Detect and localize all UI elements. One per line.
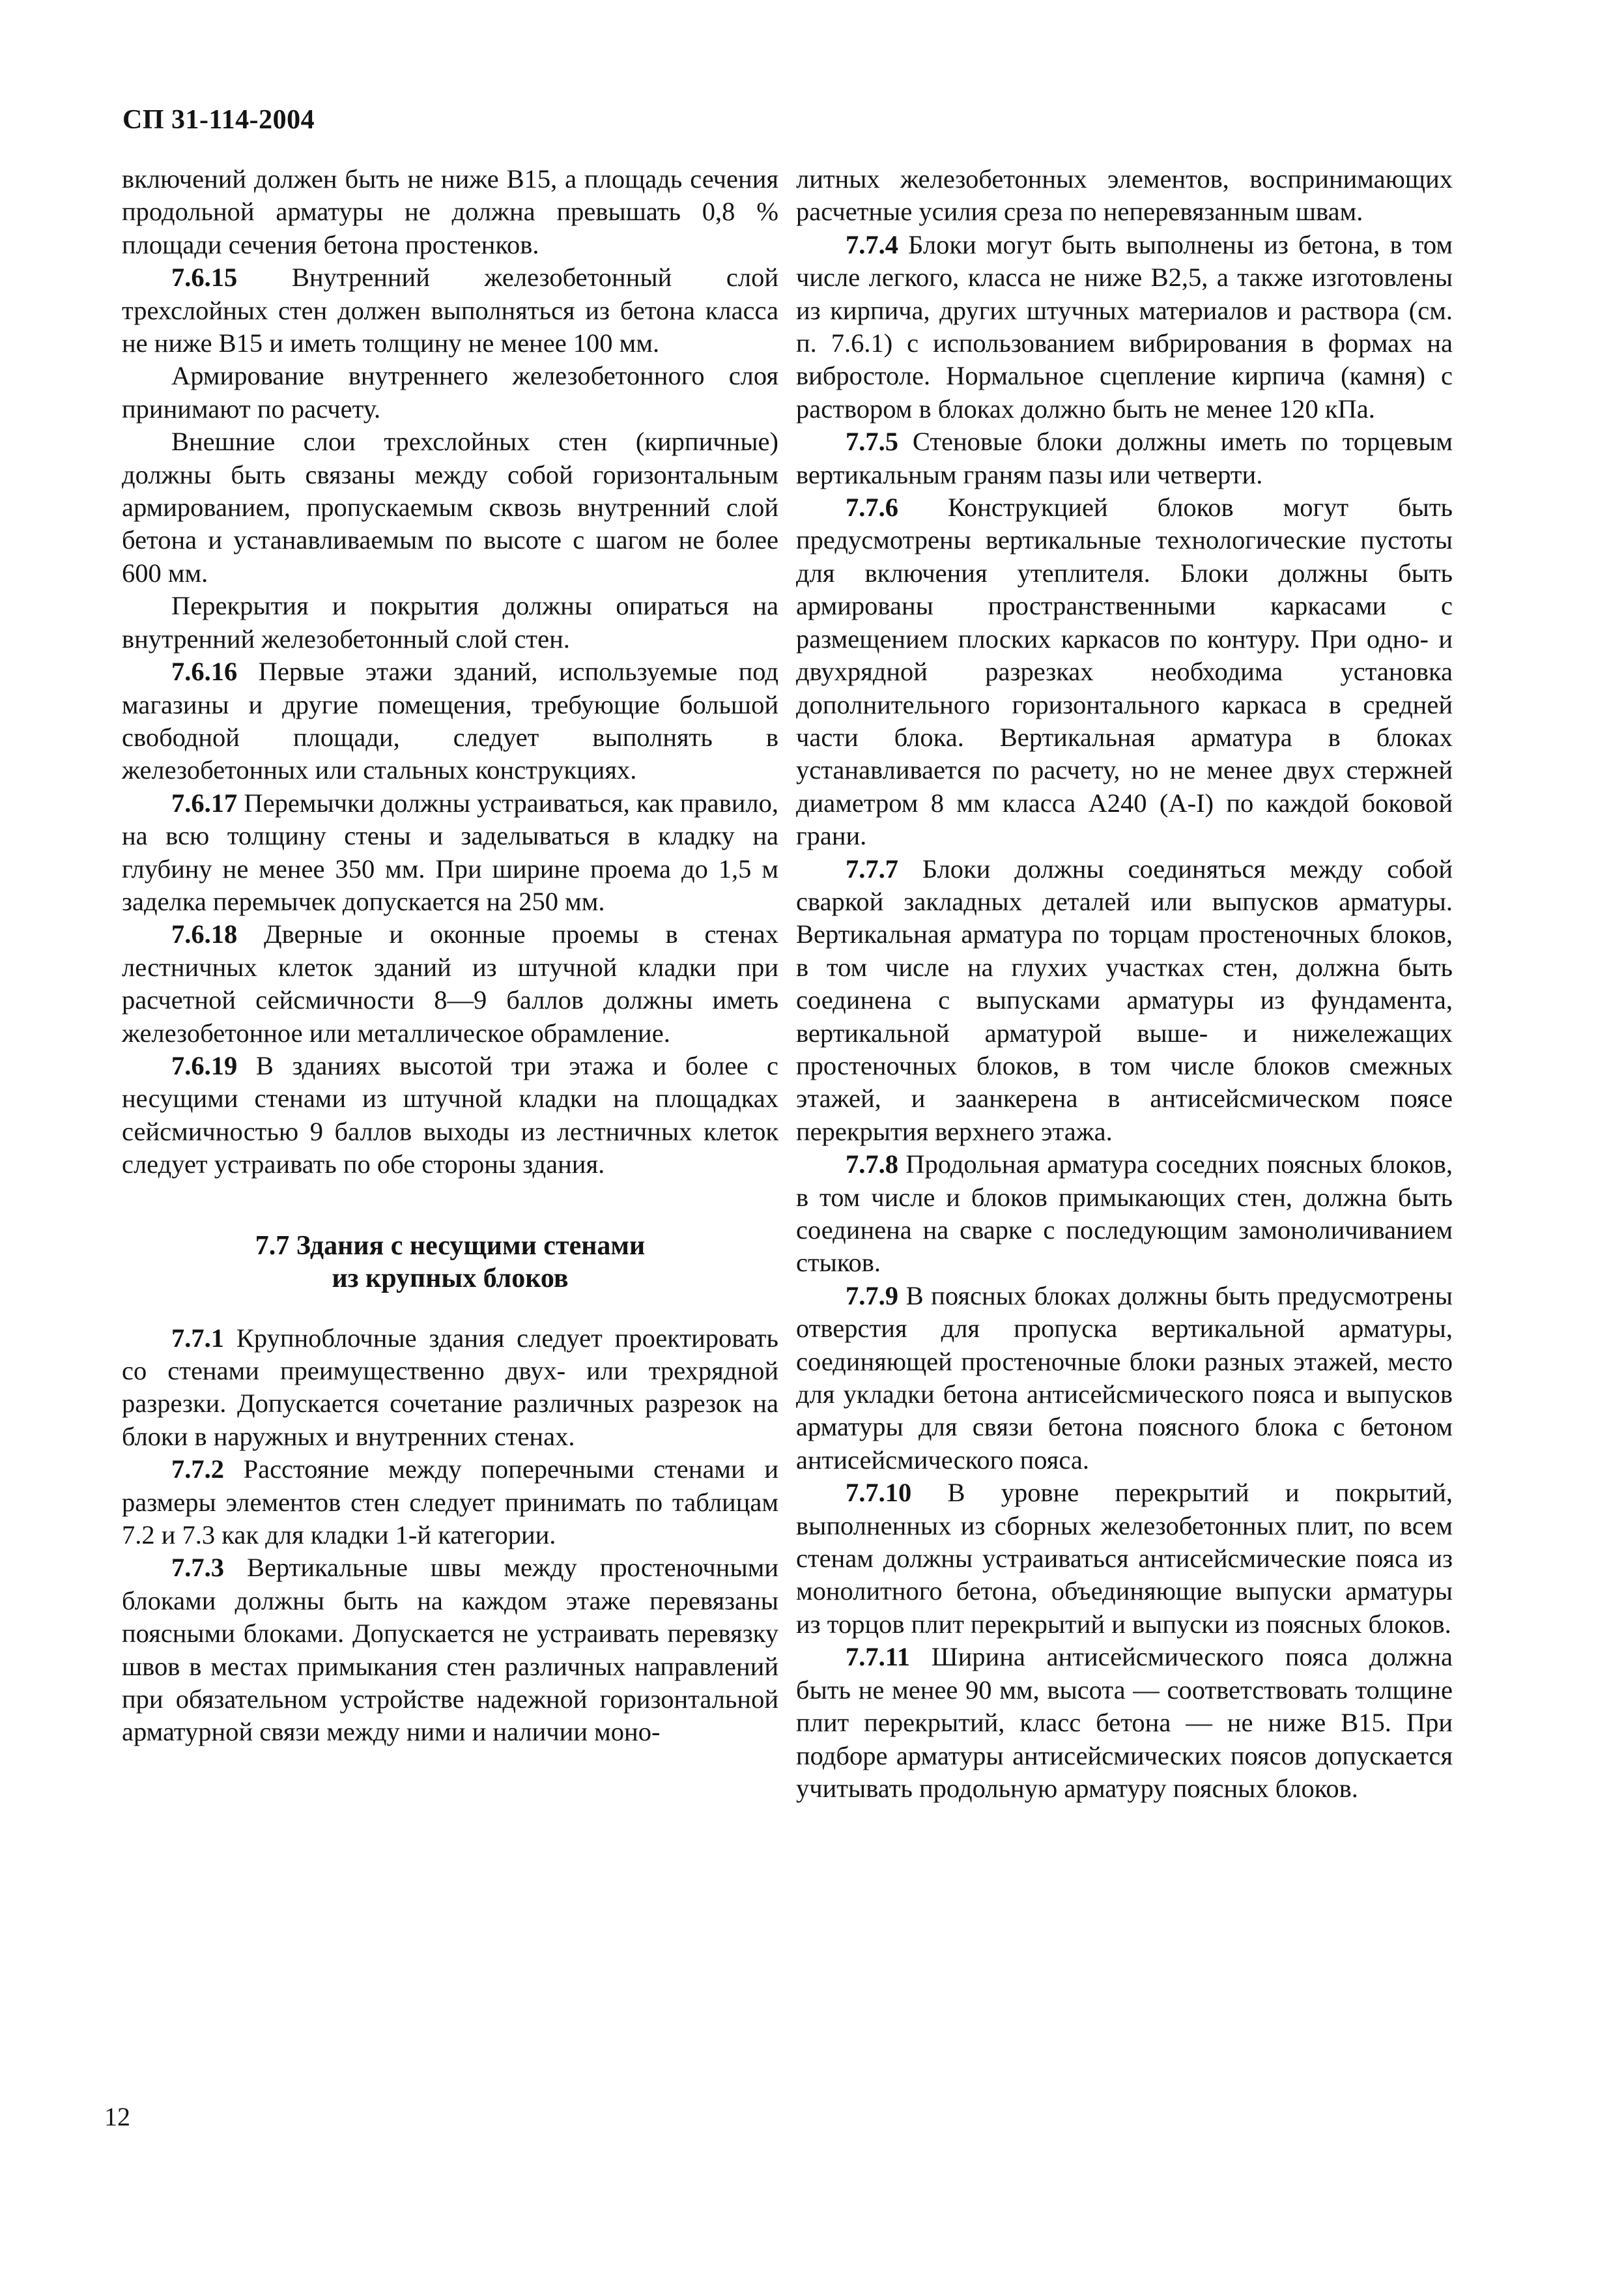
section-heading-line-1: 7.7 Здания с несущими стенами [255,1230,646,1261]
paragraph [122,360,778,425]
paragraph [122,1551,778,1748]
paragraph-text: Конструкцией блоков могут быть предусмотрены вертикальные технологические пустоты для включения утеплителя. Блоки должны быть армированы пространственными каркасами с размещением плоских каркасов по контуру. При одно- и двухрядной разрезках необходима установка дополнительного горизонтального каркаса в средней части блока. Вертикальная арматура в блоках устанавливается по расчету, но не менее двух стержней диаметром 8 мм класса А240 (А-I) по каждой боковой грани. [796,493,1453,851]
paragraph [122,163,778,261]
paragraph [796,1280,1453,1477]
clause-number: 7.6.19 [171,1050,238,1080]
paragraph-text: В зданиях высотой три этажа и более с несущими стенами из штучной кладки на площадках сейсмичностью 9 баллов выходы из лестничных клеток следует устраивать по обе стороны здания. [122,1050,778,1179]
page-number: 12 [104,2102,130,2131]
paragraph [122,656,778,787]
paragraph [796,853,1453,1149]
paragraph [796,1148,1453,1280]
paragraph-text: Продольная арматура соседних поясных блоков, в том числе и блоков примыкающих стен, должна быть соединена на сварке с последующим замоноличиванием стыков. [796,1149,1453,1278]
paragraph-text: Крупноблочные здания следует проектировать со стенами преимущественно двух- или трехрядной разрезки. Допускается сочетание различных разрезок на блоки в наружных и внутренних стенах. [122,1323,778,1451]
paragraph [122,261,778,360]
clause-number: 7.7.2 [171,1454,224,1484]
section-heading-line-2: из крупных блоков [332,1263,569,1293]
paragraph [122,1322,778,1454]
paragraph-text: Внутренний железобетонный слой трехслойных стен должен выполняться из бетона класса не ниже В15 и иметь толщину не менее 100 мм. [122,263,778,358]
paragraph [796,229,1453,425]
document-code-header: СП 31-114-2004 [122,105,315,135]
paragraph [796,425,1453,491]
paragraph [122,1050,778,1181]
clause-number: 7.6.17 [171,788,238,818]
paragraph [796,163,1453,229]
clause-number: 7.7.5 [846,427,898,457]
paragraph-text: включений должен быть не ниже В15, а площадь сечения продольной арматуры не должна превышать 0,8 % площади сечения бетона простенков. [122,164,778,259]
paragraph-text: Перемычки должны устраиваться, как правило, на всю толщину стены и заделываться в кладку на глубину не менее 350 мм. При ширине проема до 1,5 м заделка перемычек допускается на 250 мм. [122,788,779,916]
paragraph-text: Внешние слои трехслойных стен (кирпичные) должны быть связаны между собой горизонтальным армированием, пропускаемым сквозь внутренний слой бетона и устанавливаемым по высоте с шагом не более 600 мм. [122,427,778,588]
clause-number: 7.6.16 [171,657,238,687]
right-column [796,163,1453,1805]
paragraph-text: Блоки должны соединяться между собой сваркой закладных деталей или выпусков арматуры. Вертикальная арматура по торцам простеночных блоков, в том числе на глухих участках стен, должна быть соединена с выпусками арматуры из фундамента, вертикальной арматурой выше- и нижележащих простеночных блоков, в том числе блоков смежных этажей, и заанкерена в антисейсмическом поясе перекрытия верхнего этажа. [796,854,1453,1146]
left-paragraphs-after-heading [122,1322,778,1749]
clause-number: 7.7.3 [171,1553,224,1583]
clause-number: 7.7.9 [846,1280,898,1310]
paragraph-text: Стеновые блоки должны иметь по торцевым вертикальным граням пазы или четверти. [796,427,1453,489]
clause-number: 7.7.11 [846,1642,911,1672]
clause-number: 7.7.10 [846,1478,912,1508]
clause-number: 7.6.18 [171,919,238,949]
clause-number: 7.7.8 [846,1149,898,1179]
paragraph-text: Вертикальные швы между простеночными блоками должны быть на каждом этаже перевязаны поясными блоками. Допускается не устраивать перевязку швов в местах примыкания стен различных направлений при обязательном устройстве надежной горизонтальной арматурной связи между ними и наличии моно- [122,1553,778,1747]
clause-number: 7.7.6 [846,493,898,523]
paragraph [122,1453,778,1551]
paragraph [796,491,1453,852]
paragraph [122,918,778,1050]
paragraph [122,425,778,590]
clause-number: 7.7.1 [171,1323,224,1353]
paragraph [796,1477,1453,1641]
clause-number: 7.6.15 [171,263,238,293]
right-paragraphs [796,163,1453,1805]
paragraph-text: В уровне перекрытий и покрытий, выполненных из сборных железобетонных плит, по всем стенам должны устраиваться антисейсмические пояса из монолитного бетона, объединяющие выпуски арматуры из торцов плит перекрытий и выпуски из поясных блоков. [796,1478,1453,1639]
paragraph-text: Блоки могут быть выполнены из бетона, в том числе легкого, класса не ниже В2,5, а также изготовлены из кирпича, других штучных материалов и раствора (см. п. 7.6.1) с использованием вибрирования в формах на вибростоле. Нормальное сцепление кирпича (камня) с раствором в блоках должно быть не менее 120 кПа. [796,229,1453,424]
clause-number: 7.7.7 [846,854,898,884]
section-heading [122,1230,778,1295]
paragraph-text: Дверные и оконные проемы в стенах лестничных клеток зданий из штучной кладки при расчетной сейсмичности 8—9 баллов должны иметь железобетонное или металлическое обрамление. [122,919,778,1048]
paragraph-text: В поясных блоках должны быть предусмотрены отверстия для пропуска вертикальной арматуры, соединяющей простеночные блоки разных этажей, место для укладки бетона антисейсмического пояса и выпусков арматуры для связи бетона поясного блока с бетоном антисейсмического пояса. [796,1280,1453,1475]
paragraph-text: Расстояние между поперечными стенами и размеры элементов стен следует принимать по таблицам 7.2 и 7.3 как для кладки 1-й категории. [122,1454,778,1550]
clause-number: 7.7.4 [846,229,898,259]
paragraph [796,1641,1453,1805]
paragraph-text: литных железобетонных элементов, воспринимающих расчетные усилия среза по неперевязанным швам. [796,164,1453,227]
paragraph-text: Перекрытия и покрытия должны опираться на внутренний железобетонный слой стен. [122,591,778,654]
paragraph-text: Армирование внутреннего железобетонного слоя принимают по расчету. [122,361,778,424]
left-column [122,163,778,1749]
paragraph [122,590,778,656]
paragraph [122,787,778,919]
paragraph-text: Первые этажи зданий, используемые под магазины и другие помещения, требующие большой свободной площади, следует выполнять в железобетонных или стальных конструкциях. [122,657,778,785]
left-paragraphs [122,163,778,1181]
paragraph-text: Ширина антисейсмического пояса должна быть не менее 90 мм, высота — соответствовать толщине плит перекрытий, класс бетона — не ниже В15. При подборе арматуры антисейсмических поясов допускается учитывать продольную арматуру поясных блоков. [796,1642,1453,1803]
